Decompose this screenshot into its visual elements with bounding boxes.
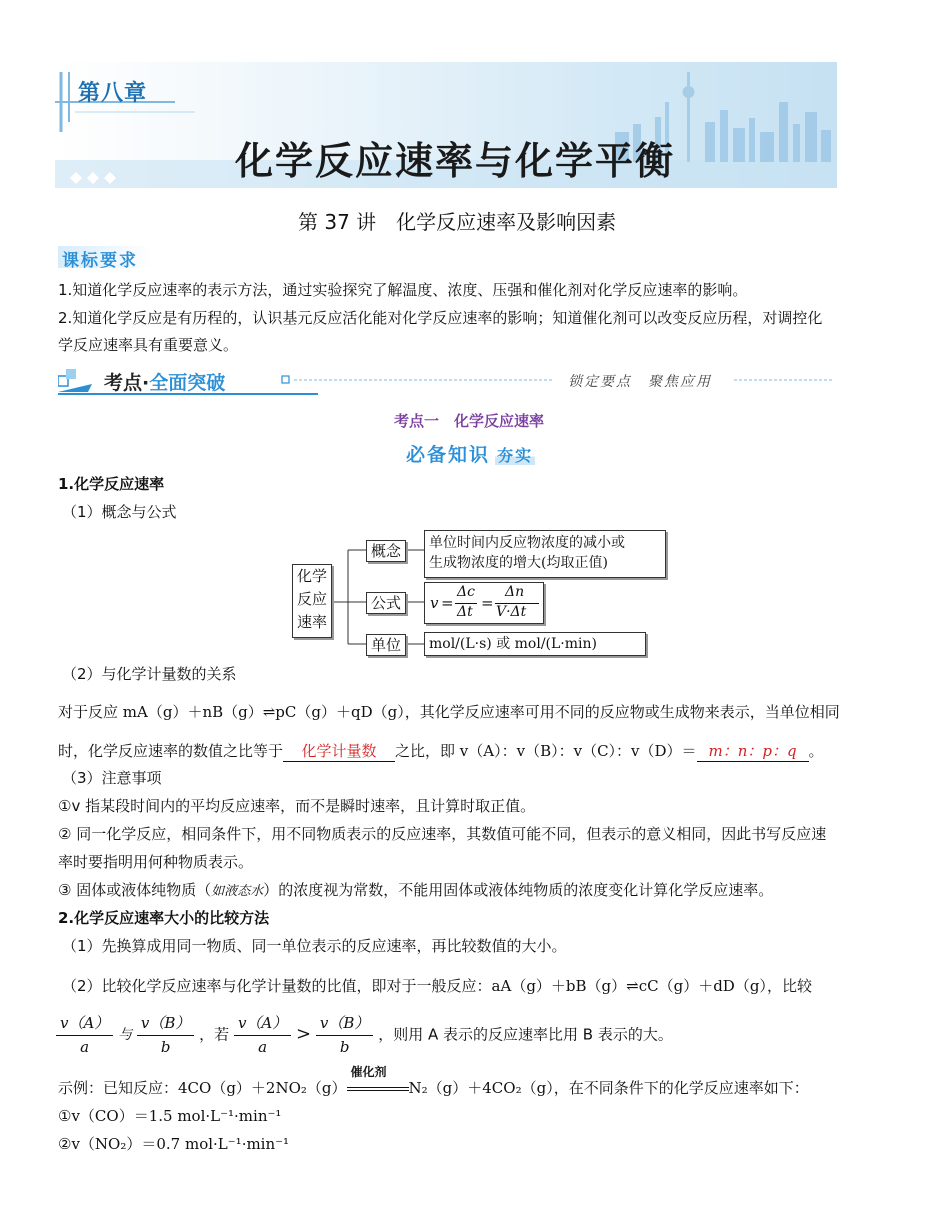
section-1-title: 化学反应速率 (74, 475, 165, 493)
note-3-paren: 如液态水 (211, 884, 264, 899)
bibei-heading-b: 夯实 (497, 446, 534, 465)
note-2a: ② 同一化学反应，相同条件下，用不同物质表示的反应速率，其数值可能不同，但表示的意义相同，因此书写反应速 (58, 825, 827, 843)
diagram-unit-label: 单位 (366, 634, 406, 656)
subsection-1-2: （2）与化学计量数的关系 (62, 665, 237, 683)
method-2-reaction: aA（g）＋bB（g）⇌cC（g）＋dD（g） (491, 977, 767, 995)
formula-den-2: V·Δt (496, 604, 527, 620)
relation2-mid: 之比，即 v（A）：v（B）：v（C）：v（D）＝ (395, 742, 697, 760)
ratio-conclusion: ，则用 A 表示的反应速率比用 B 表示的大。 (378, 1025, 673, 1044)
bibei-heading (406, 440, 535, 467)
chapter-title: 化学反应速率与化学平衡 (235, 138, 676, 183)
relation2-pre: 时，化学反应速率的数值之比等于 (58, 742, 284, 760)
answer-blank-1: 化学计量数 (283, 741, 395, 762)
note-3-pre: ③ 固体或液体纯物质（ (58, 881, 212, 899)
frac-vA-2-num: v（A） (234, 1012, 291, 1036)
formula-den-1: Δt (457, 604, 473, 620)
relation-reaction: mA（g）＋nB（g）⇌pC（g）＋qD（g） (122, 703, 405, 721)
section-2-number: 2. (58, 909, 75, 927)
note-2b: 率时要指明用何种物质表示。 (58, 853, 254, 871)
diagram-unit-box: mol/(L·s) 或 mol/(L·min) (424, 632, 646, 656)
method-2-post: ，比较 (766, 977, 812, 995)
frac-vB-1-num: v（B） (137, 1012, 195, 1036)
frac-b-1-den: b (160, 1038, 171, 1056)
method-1: （1）先换算成用同一物质、同一单位表示的反应速率，再比较数值的大小。 (62, 937, 567, 955)
section-2-title: 化学反应速率大小的比较方法 (74, 909, 270, 927)
example-rate-1: ①v（CO）＝1.5 mol·L⁻¹·min⁻¹ (58, 1107, 282, 1125)
relation-pre: 对于反应 (58, 703, 123, 721)
section-1-number: 1. (58, 475, 75, 493)
answer-blank-2: m：n：p：q (697, 741, 809, 762)
ratio-yu: 与 (118, 1027, 133, 1043)
frac-a-2-den: a (258, 1038, 268, 1056)
diagram-concept-box (424, 530, 666, 578)
curriculum-item-2a: 2.知道化学反应是有历程的，认识基元反应活化能对化学反应速率的影响；知道催化剂可以改变反应历程，对调控化 (58, 309, 823, 327)
topic-one-title: 考点一 化学反应速率 (394, 412, 545, 430)
example-post: N₂（g）＋4CO₂（g），在不同条件下的化学反应速率如下： (408, 1079, 809, 1097)
diagram-root-line-3: 速率 (296, 613, 327, 631)
note-3 (58, 880, 773, 902)
kaodian-slogan: 锁定要点 聚焦应用 (568, 374, 712, 390)
diagram-root-line-2: 反应 (296, 590, 327, 608)
formula-v: v (430, 594, 439, 612)
lecture-title: 第 37 讲 化学反应速率及影响因素 (298, 210, 617, 234)
arrow-line-1 (347, 1087, 409, 1088)
catalyst-label: 催化剂 (350, 1065, 387, 1079)
relation-post: ，其化学反应速率可用不同的反应物或生成物来表示，当单位相同 (404, 703, 840, 721)
catalyst-arrow (347, 1065, 409, 1098)
section-1-heading (58, 474, 164, 494)
arrow-line-2 (347, 1090, 409, 1091)
curriculum-item-1: 1.知道化学反应速率的表示方法，通过实验探究了解温度、浓度、压强和催化剂对化学反应速率的影响。 (58, 281, 748, 299)
frac-vB-b-2 (316, 1012, 374, 1056)
relation-line-2 (58, 741, 824, 762)
diagram-formula-label: 公式 (366, 592, 406, 614)
kaodian-label-dot: · (142, 372, 150, 394)
formula-eq-2: = (481, 594, 494, 612)
curriculum-badge: 课标要求 (62, 251, 138, 271)
section-2-heading (58, 908, 269, 928)
kaodian-label-a: 考点 (104, 372, 143, 394)
frac-vA-a-2 (234, 1012, 291, 1056)
formula-eq-1: = (441, 594, 454, 612)
diagram-concept-label: 概念 (366, 540, 406, 562)
method-2-pre: （2）比较化学反应速率与化学计量数的比值，即对于一般反应： (62, 977, 492, 995)
ratio-gt: > (296, 1023, 312, 1045)
diagram-root-box (292, 564, 332, 638)
example-pre: 示例：已知反应：4CO（g）＋2NO₂（g） (58, 1079, 347, 1097)
formula-num-2: Δn (505, 584, 525, 600)
note-3-post: ）的浓度视为常数，不能用固体或液体纯物质的浓度变化计算化学反应速率。 (263, 881, 774, 899)
example-line (58, 1065, 809, 1098)
subsection-1-3: （3）注意事项 (62, 769, 162, 787)
frac-vA-1-num: v（A） (56, 1012, 113, 1036)
relation-line-1 (58, 702, 840, 722)
kaodian-label (104, 368, 225, 395)
note-1: ①v 指某段时间内的平均反应速率，而不是瞬时速率，且计算时取正值。 (58, 797, 536, 815)
diagram-root-line-1: 化学 (296, 567, 327, 585)
frac-vB-2-num: v（B） (316, 1012, 374, 1036)
frac-a-1-den: a (80, 1038, 90, 1056)
method-2 (62, 976, 812, 996)
diagram-concept-line-2: 生成物浓度的增大(均取正值) (429, 555, 608, 571)
formula-num-1: Δc (457, 584, 475, 600)
curriculum-item-2b: 学反应速率具有重要意义。 (58, 336, 239, 354)
diagram-concept-line-1: 单位时间内反应物浓度的减小或 (429, 535, 625, 551)
kaodian-label-b: 全面突破 (149, 372, 226, 394)
frac-b-2-den: b (339, 1038, 350, 1056)
bibei-heading-a: 必备知识 (406, 444, 491, 466)
diagram-formula-box (424, 582, 544, 624)
relation2-end: 。 (808, 742, 824, 760)
rate-concept-diagram (288, 528, 668, 660)
ratio-comparison (56, 1012, 673, 1058)
chapter-label: 第八章 (78, 81, 148, 106)
subsection-1-1: （1）概念与公式 (62, 503, 177, 521)
example-rate-2: ②v（NO₂）＝0.7 mol·L⁻¹·min⁻¹ (58, 1135, 290, 1153)
ratio-ruo: ，若 (199, 1025, 230, 1044)
frac-vA-a-1 (56, 1012, 113, 1056)
frac-vB-b-1 (137, 1012, 195, 1056)
